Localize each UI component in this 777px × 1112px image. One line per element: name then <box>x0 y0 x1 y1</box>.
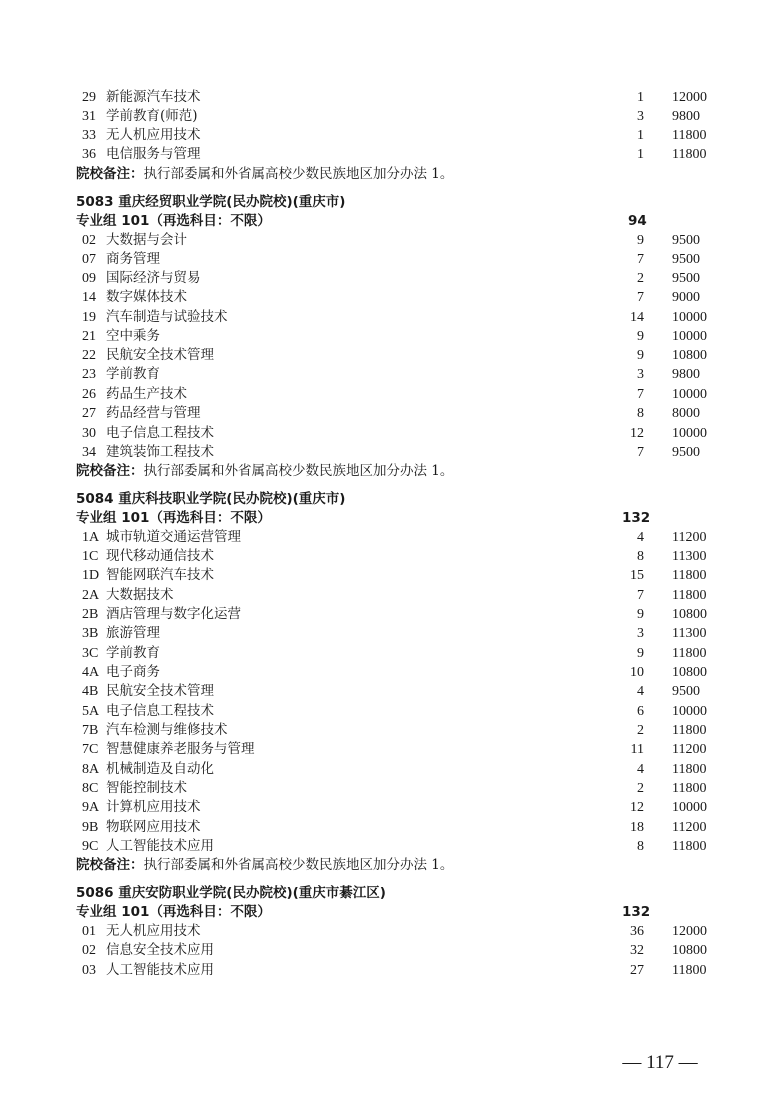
plan-count: 1 <box>637 147 644 162</box>
table-row <box>0 760 777 779</box>
major-code: 22 <box>82 348 96 363</box>
major-code: 2A <box>82 588 100 603</box>
school-note <box>0 856 777 875</box>
table-row <box>0 702 777 721</box>
table-row <box>0 682 777 701</box>
group-header <box>0 212 777 231</box>
major-code: 09 <box>82 271 96 286</box>
plan-count: 12 <box>630 800 644 815</box>
table-row <box>0 107 777 126</box>
group-header <box>0 903 777 922</box>
table-row <box>0 443 777 462</box>
school-note-label: 院校备注： <box>76 463 144 479</box>
table-row <box>0 624 777 643</box>
plan-count: 18 <box>630 820 644 835</box>
major-code: 30 <box>82 426 96 441</box>
tuition-fee: 12000 <box>672 90 707 105</box>
plan-count: 2 <box>637 271 644 286</box>
major-name: 汽车检测与维修技术 <box>106 722 228 738</box>
tuition-fee: 9800 <box>672 367 700 382</box>
major-name: 旅游管理 <box>106 625 160 641</box>
group-label: 专业组 101（再选科目：不限） <box>76 904 271 920</box>
major-name: 人工智能技术应用 <box>106 962 214 978</box>
group-label: 专业组 101（再选科目：不限） <box>76 510 271 526</box>
major-name: 机械制造及自动化 <box>106 761 214 777</box>
tuition-fee: 11800 <box>672 963 707 978</box>
plan-count: 7 <box>637 588 644 603</box>
tuition-fee: 11800 <box>672 762 707 777</box>
tuition-fee: 9500 <box>672 233 700 248</box>
table-row <box>0 145 777 164</box>
major-code: 5A <box>82 704 100 719</box>
major-name: 学前教育(师范) <box>106 108 198 124</box>
major-code: 03 <box>82 963 96 978</box>
major-name: 民航安全技术管理 <box>106 683 214 699</box>
major-code: 34 <box>82 445 96 460</box>
major-name: 大数据技术 <box>106 587 174 603</box>
table-row <box>0 365 777 384</box>
tuition-fee: 10000 <box>672 310 707 325</box>
table-row <box>0 941 777 960</box>
major-code: 7C <box>82 742 99 757</box>
tuition-fee: 9500 <box>672 252 700 267</box>
table-row <box>0 663 777 682</box>
page-number: — 117 — <box>622 1052 698 1073</box>
tuition-fee: 10000 <box>672 426 707 441</box>
table-row <box>0 385 777 404</box>
plan-count: 4 <box>637 530 644 545</box>
tuition-fee: 10800 <box>672 943 707 958</box>
plan-count: 12 <box>630 426 644 441</box>
major-name: 学前教育 <box>106 366 160 382</box>
table-row <box>0 837 777 856</box>
major-code: 1C <box>82 549 99 564</box>
table-row <box>0 126 777 145</box>
plan-count: 9 <box>637 607 644 622</box>
major-name: 国际经济与贸易 <box>106 270 201 286</box>
plan-count: 2 <box>637 723 644 738</box>
tuition-fee: 10800 <box>672 348 707 363</box>
tuition-fee: 11800 <box>672 568 707 583</box>
major-name: 物联网应用技术 <box>106 819 201 835</box>
major-name: 数字媒体技术 <box>106 289 187 305</box>
school-title: 5086 重庆安防职业学院(民办院校)(重庆市綦江区) <box>76 885 386 901</box>
plan-count: 8 <box>637 839 644 854</box>
table-row <box>0 779 777 798</box>
major-name: 民航安全技术管理 <box>106 347 214 363</box>
major-code: 3B <box>82 626 99 641</box>
major-code: 1D <box>82 568 100 583</box>
school-note <box>0 462 777 481</box>
table-row <box>0 922 777 941</box>
major-name: 酒店管理与数字化运营 <box>106 606 241 622</box>
major-code: 07 <box>82 252 96 267</box>
tuition-fee: 11800 <box>672 646 707 661</box>
plan-count: 3 <box>637 626 644 641</box>
tuition-fee: 10000 <box>672 329 707 344</box>
table-row <box>0 721 777 740</box>
major-code: 1A <box>82 530 100 545</box>
table-row <box>0 798 777 817</box>
plan-count: 2 <box>637 781 644 796</box>
major-code: 4B <box>82 684 99 699</box>
school-note-body: 执行部委属和外省属高校少数民族地区加分办法 1。 <box>143 463 454 479</box>
tuition-fee: 9500 <box>672 271 700 286</box>
plan-count: 7 <box>637 252 644 267</box>
plan-count: 3 <box>637 367 644 382</box>
major-name: 电子信息工程技术 <box>106 703 214 719</box>
major-name: 人工智能技术应用 <box>106 838 214 854</box>
tuition-fee: 11300 <box>672 626 707 641</box>
table-row <box>0 88 777 107</box>
major-code: 02 <box>82 233 96 248</box>
tuition-fee: 10800 <box>672 665 707 680</box>
group-total: 94 <box>628 213 647 229</box>
school-title: 5083 重庆经贸职业学院(民办院校)(重庆市) <box>76 194 346 210</box>
table-row <box>0 404 777 423</box>
major-code: 2B <box>82 607 99 622</box>
tuition-fee: 11800 <box>672 128 707 143</box>
tuition-fee: 9800 <box>672 109 700 124</box>
plan-count: 9 <box>637 233 644 248</box>
table-row <box>0 250 777 269</box>
plan-count: 36 <box>630 924 644 939</box>
table-row <box>0 547 777 566</box>
major-code: 23 <box>82 367 96 382</box>
table-row <box>0 644 777 663</box>
plan-count: 27 <box>630 963 644 978</box>
major-code: 33 <box>82 128 96 143</box>
major-code: 4A <box>82 665 100 680</box>
plan-count: 1 <box>637 128 644 143</box>
major-code: 3C <box>82 646 99 661</box>
tuition-fee: 11800 <box>672 723 707 738</box>
major-name: 学前教育 <box>106 645 160 661</box>
major-code: 19 <box>82 310 96 325</box>
major-code: 7B <box>82 723 99 738</box>
major-code: 8A <box>82 762 100 777</box>
major-code: 31 <box>82 109 96 124</box>
table-row <box>0 288 777 307</box>
tuition-fee: 10800 <box>672 607 707 622</box>
school-note-label: 院校备注： <box>76 857 144 873</box>
tuition-fee: 11200 <box>672 530 707 545</box>
tuition-fee: 9500 <box>672 684 700 699</box>
plan-count: 8 <box>637 406 644 421</box>
table-row <box>0 818 777 837</box>
school-note <box>0 165 777 184</box>
group-total: 132 <box>622 510 651 526</box>
plan-count: 4 <box>637 684 644 699</box>
major-name: 建筑装饰工程技术 <box>106 444 214 460</box>
table-row <box>0 327 777 346</box>
school-note-text <box>76 462 453 481</box>
table-row <box>0 231 777 250</box>
plan-count: 7 <box>637 445 644 460</box>
major-code: 9C <box>82 839 99 854</box>
plan-count: 4 <box>637 762 644 777</box>
table-row <box>0 740 777 759</box>
plan-count: 9 <box>637 646 644 661</box>
major-name: 无人机应用技术 <box>106 127 201 143</box>
major-code: 29 <box>82 90 96 105</box>
table-row <box>0 605 777 624</box>
tuition-fee: 10000 <box>672 704 707 719</box>
major-name: 商务管理 <box>106 251 160 267</box>
plan-count: 7 <box>637 290 644 305</box>
major-name: 汽车制造与试验技术 <box>106 309 228 325</box>
school-note-label: 院校备注： <box>76 166 144 182</box>
plan-count: 1 <box>637 90 644 105</box>
tuition-fee: 9000 <box>672 290 700 305</box>
table-row <box>0 424 777 443</box>
plan-count: 32 <box>630 943 644 958</box>
plan-count: 9 <box>637 329 644 344</box>
school-header <box>0 884 777 903</box>
major-code: 14 <box>82 290 96 305</box>
table-row <box>0 961 777 980</box>
tuition-fee: 8000 <box>672 406 700 421</box>
plan-count: 9 <box>637 348 644 363</box>
major-name: 电子信息工程技术 <box>106 425 214 441</box>
school-note-body: 执行部委属和外省属高校少数民族地区加分办法 1。 <box>143 857 454 873</box>
table-row <box>0 346 777 365</box>
major-code: 36 <box>82 147 96 162</box>
school-header <box>0 490 777 509</box>
plan-count: 10 <box>630 665 644 680</box>
major-name: 城市轨道交通运营管理 <box>106 529 241 545</box>
school-title: 5084 重庆科技职业学院(民办院校)(重庆市) <box>76 491 346 507</box>
tuition-fee: 11200 <box>672 820 707 835</box>
major-code: 9B <box>82 820 99 835</box>
table-row <box>0 269 777 288</box>
major-name: 新能源汽车技术 <box>106 89 201 105</box>
tuition-fee: 11800 <box>672 147 707 162</box>
tuition-fee: 11800 <box>672 781 707 796</box>
major-name: 空中乘务 <box>106 328 160 344</box>
tuition-fee: 11300 <box>672 549 707 564</box>
table-row <box>0 528 777 547</box>
major-name: 药品生产技术 <box>106 386 187 402</box>
group-header <box>0 509 777 528</box>
tuition-fee: 11200 <box>672 742 707 757</box>
major-code: 21 <box>82 329 96 344</box>
major-name: 智能控制技术 <box>106 780 187 796</box>
major-name: 无人机应用技术 <box>106 923 201 939</box>
major-name: 大数据与会计 <box>106 232 187 248</box>
major-name: 现代移动通信技术 <box>106 548 214 564</box>
group-label: 专业组 101（再选科目：不限） <box>76 213 271 229</box>
table-row <box>0 586 777 605</box>
tuition-fee: 9500 <box>672 445 700 460</box>
tuition-fee: 11800 <box>672 588 707 603</box>
plan-count: 15 <box>630 568 644 583</box>
plan-count: 7 <box>637 387 644 402</box>
school-note-text <box>76 856 453 875</box>
plan-count: 11 <box>630 742 644 757</box>
major-name: 信息安全技术应用 <box>106 942 214 958</box>
tuition-fee: 11800 <box>672 839 707 854</box>
major-name: 电信服务与管理 <box>106 146 201 162</box>
tuition-fee: 10000 <box>672 800 707 815</box>
tuition-fee: 10000 <box>672 387 707 402</box>
major-code: 9A <box>82 800 100 815</box>
school-note-text <box>76 165 453 184</box>
plan-count: 14 <box>630 310 644 325</box>
table-row <box>0 308 777 327</box>
major-code: 01 <box>82 924 96 939</box>
tuition-fee: 12000 <box>672 924 707 939</box>
major-code: 02 <box>82 943 96 958</box>
major-name: 药品经营与管理 <box>106 405 201 421</box>
school-header <box>0 193 777 212</box>
major-name: 电子商务 <box>106 664 160 680</box>
major-code: 26 <box>82 387 96 402</box>
major-code: 8C <box>82 781 99 796</box>
table-row <box>0 566 777 585</box>
plan-count: 3 <box>637 109 644 124</box>
plan-count: 8 <box>637 549 644 564</box>
major-name: 智能网联汽车技术 <box>106 567 214 583</box>
major-code: 27 <box>82 406 96 421</box>
plan-count: 6 <box>637 704 644 719</box>
school-note-body: 执行部委属和外省属高校少数民族地区加分办法 1。 <box>143 166 454 182</box>
major-name: 智慧健康养老服务与管理 <box>106 741 255 757</box>
major-name: 计算机应用技术 <box>106 799 201 815</box>
group-total: 132 <box>622 904 651 920</box>
